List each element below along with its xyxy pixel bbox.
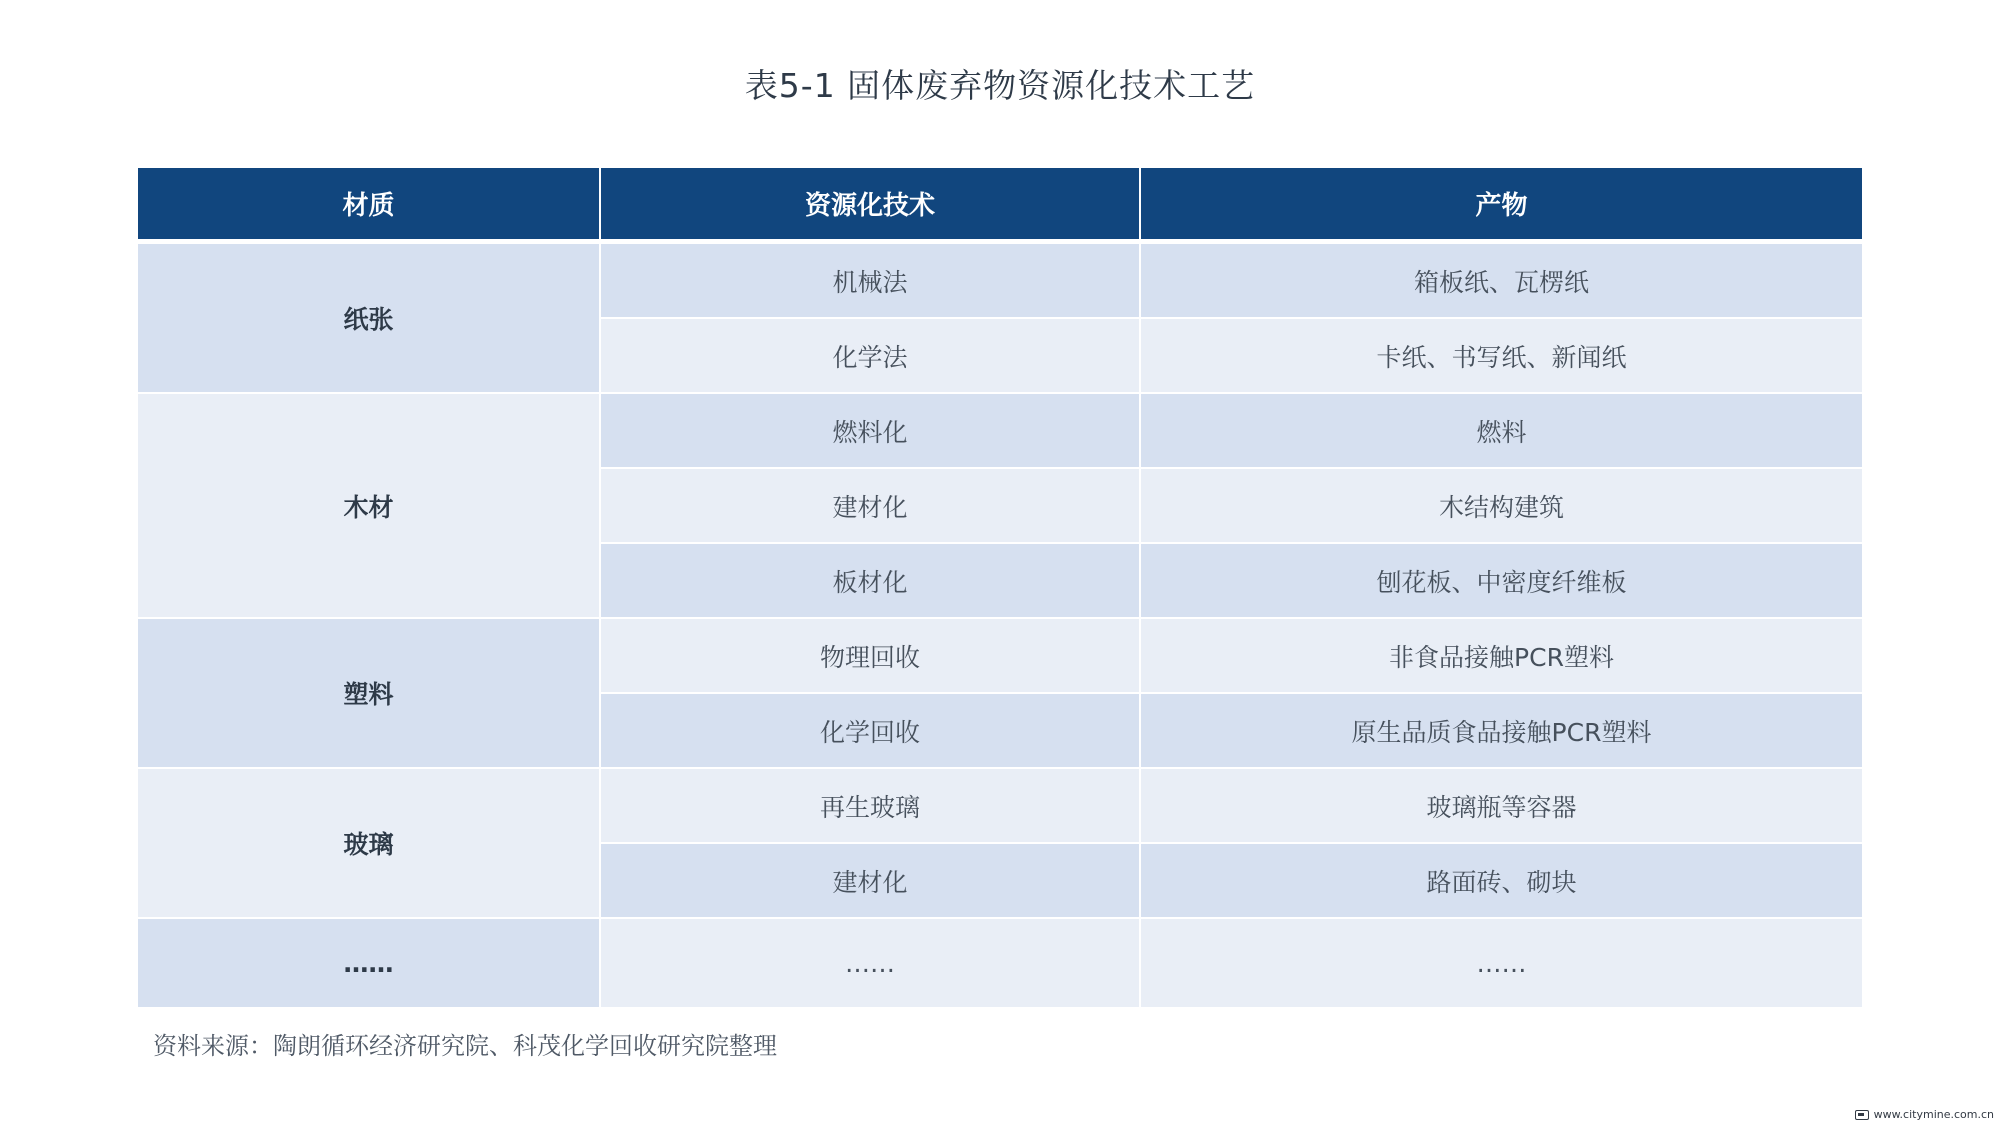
table-row (138, 618, 1862, 693)
header-material: 材质 (138, 168, 600, 242)
table-row (138, 918, 1862, 1008)
product-cell: 非食品接触PCR塑料 (1140, 618, 1862, 693)
product-cell: 路面砖、砌块 (1140, 843, 1862, 918)
table-row (138, 393, 1862, 468)
table-title: 表5-1 固体废弃物资源化技术工艺 (744, 66, 1256, 105)
material-cell: 木材 (138, 393, 600, 618)
technology-cell: 机械法 (600, 242, 1140, 319)
product-cell: …… (1140, 918, 1862, 1008)
header-technology: 资源化技术 (600, 168, 1140, 242)
product-cell: 燃料 (1140, 393, 1862, 468)
watermark (1855, 1108, 1994, 1121)
technology-cell: 化学回收 (600, 693, 1140, 768)
logo-icon (1855, 1110, 1869, 1120)
material-cell: …… (138, 918, 600, 1008)
product-cell: 刨花板、中密度纤维板 (1140, 543, 1862, 618)
technology-cell: …… (600, 918, 1140, 1008)
material-cell: 塑料 (138, 618, 600, 768)
technology-cell: 化学法 (600, 318, 1140, 393)
technology-cell: 燃料化 (600, 393, 1140, 468)
data-table (138, 168, 1862, 1009)
technology-cell: 板材化 (600, 543, 1140, 618)
table-row (138, 242, 1862, 319)
product-cell: 原生品质食品接触PCR塑料 (1140, 693, 1862, 768)
watermark-text: www.citymine.com.cn (1873, 1108, 1994, 1121)
header-row (138, 168, 1862, 242)
table-row (138, 768, 1862, 843)
product-cell: 玻璃瓶等容器 (1140, 768, 1862, 843)
technology-cell: 建材化 (600, 468, 1140, 543)
material-cell: 纸张 (138, 242, 600, 394)
product-cell: 箱板纸、瓦楞纸 (1140, 242, 1862, 319)
technology-cell: 建材化 (600, 843, 1140, 918)
header-product: 产物 (1140, 168, 1862, 242)
source-note: 资料来源：陶朗循环经济研究院、科茂化学回收研究院整理 (153, 1032, 777, 1060)
product-cell: 木结构建筑 (1140, 468, 1862, 543)
material-cell: 玻璃 (138, 768, 600, 918)
technology-cell: 再生玻璃 (600, 768, 1140, 843)
product-cell: 卡纸、书写纸、新闻纸 (1140, 318, 1862, 393)
technology-cell: 物理回收 (600, 618, 1140, 693)
